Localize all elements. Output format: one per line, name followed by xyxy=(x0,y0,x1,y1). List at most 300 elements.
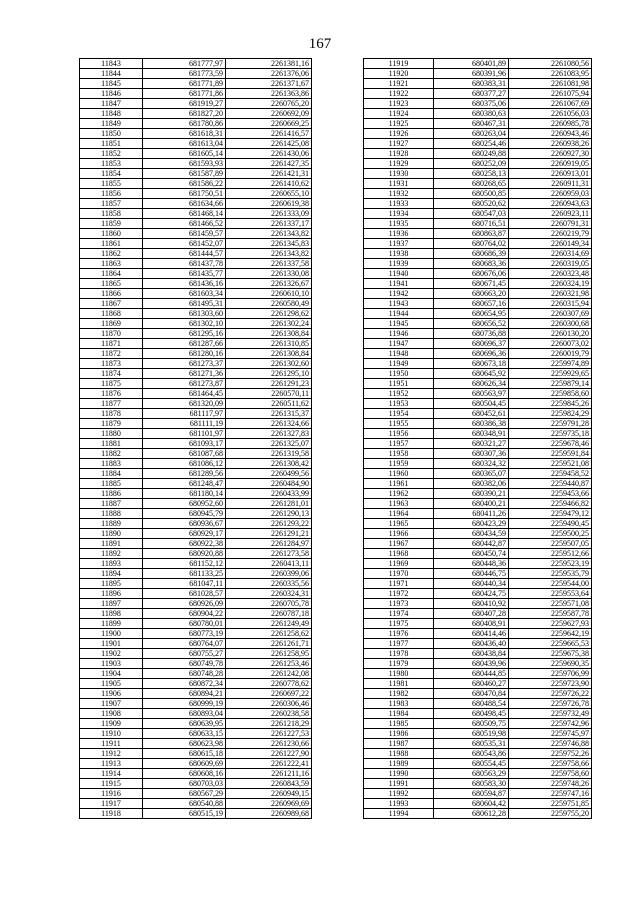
point-number-cell: 11990 xyxy=(364,769,434,779)
table-row xyxy=(364,639,592,649)
table-row xyxy=(80,699,312,709)
table-row xyxy=(364,779,592,789)
table-row xyxy=(364,599,592,609)
table-row xyxy=(80,69,312,79)
point-number-cell: 11939 xyxy=(364,259,434,269)
table-row xyxy=(364,239,592,249)
y-coordinate-cell: 2259742,96 xyxy=(509,719,592,729)
y-coordinate-cell: 2261308,84 xyxy=(226,349,312,359)
x-coordinate-cell: 681273,37 xyxy=(143,359,226,369)
y-coordinate-cell: 2261227,53 xyxy=(226,729,312,739)
table-row xyxy=(364,519,592,529)
x-coordinate-cell: 680904,22 xyxy=(143,609,226,619)
y-coordinate-cell: 2259748,26 xyxy=(509,779,592,789)
x-coordinate-cell: 680608,16 xyxy=(143,769,226,779)
y-coordinate-cell: 2260927,30 xyxy=(509,149,592,159)
coordinates-table-left-body xyxy=(80,59,312,819)
table-row xyxy=(364,719,592,729)
point-number-cell: 11863 xyxy=(80,259,143,269)
table-row xyxy=(80,259,312,269)
table-row xyxy=(80,489,312,499)
point-number-cell: 11915 xyxy=(80,779,143,789)
table-row xyxy=(364,459,592,469)
table-row xyxy=(364,169,592,179)
table-row xyxy=(80,519,312,529)
y-coordinate-cell: 2259591,84 xyxy=(509,449,592,459)
table-row xyxy=(364,569,592,579)
x-coordinate-cell: 680470,84 xyxy=(434,689,509,699)
x-coordinate-cell: 681459,57 xyxy=(143,229,226,239)
y-coordinate-cell: 2259751,85 xyxy=(509,799,592,809)
y-coordinate-cell: 2261261,71 xyxy=(226,639,312,649)
y-coordinate-cell: 2261371,67 xyxy=(226,79,312,89)
y-coordinate-cell: 2261302,24 xyxy=(226,319,312,329)
point-number-cell: 11987 xyxy=(364,739,434,749)
table-row xyxy=(364,149,592,159)
table-row xyxy=(364,629,592,639)
x-coordinate-cell: 680268,65 xyxy=(434,179,509,189)
y-coordinate-cell: 2261302,60 xyxy=(226,359,312,369)
table-row xyxy=(80,599,312,609)
table-row xyxy=(80,779,312,789)
point-number-cell: 11957 xyxy=(364,439,434,449)
x-coordinate-cell: 680615,18 xyxy=(143,749,226,759)
table-row xyxy=(364,559,592,569)
point-number-cell: 11901 xyxy=(80,639,143,649)
table-row xyxy=(80,219,312,229)
point-number-cell: 11966 xyxy=(364,529,434,539)
y-coordinate-cell: 2259747,16 xyxy=(509,789,592,799)
y-coordinate-cell: 2260324,31 xyxy=(226,589,312,599)
point-number-cell: 11988 xyxy=(364,749,434,759)
x-coordinate-cell: 680365,07 xyxy=(434,469,509,479)
x-coordinate-cell: 681093,17 xyxy=(143,439,226,449)
point-number-cell: 11965 xyxy=(364,519,434,529)
x-coordinate-cell: 681771,89 xyxy=(143,79,226,89)
point-number-cell: 11896 xyxy=(80,589,143,599)
x-coordinate-cell: 680400,21 xyxy=(434,499,509,509)
table-row xyxy=(364,579,592,589)
point-number-cell: 11879 xyxy=(80,419,143,429)
x-coordinate-cell: 681111,19 xyxy=(143,419,226,429)
point-number-cell: 11894 xyxy=(80,569,143,579)
y-coordinate-cell: 2260413,11 xyxy=(226,559,312,569)
table-row xyxy=(364,79,592,89)
y-coordinate-cell: 2261319,58 xyxy=(226,449,312,459)
x-coordinate-cell: 680945,79 xyxy=(143,509,226,519)
y-coordinate-cell: 2259678,46 xyxy=(509,439,592,449)
y-coordinate-cell: 2260791,31 xyxy=(509,219,592,229)
y-coordinate-cell: 2259706,99 xyxy=(509,669,592,679)
x-coordinate-cell: 681436,16 xyxy=(143,279,226,289)
y-coordinate-cell: 2259974,89 xyxy=(509,359,592,369)
x-coordinate-cell: 681320,09 xyxy=(143,399,226,409)
y-coordinate-cell: 2261325,07 xyxy=(226,439,312,449)
point-number-cell: 11899 xyxy=(80,619,143,629)
y-coordinate-cell: 2260619,38 xyxy=(226,199,312,209)
x-coordinate-cell: 680498,45 xyxy=(434,709,509,719)
point-number-cell: 11920 xyxy=(364,69,434,79)
y-coordinate-cell: 2260989,68 xyxy=(226,809,312,819)
table-row xyxy=(80,759,312,769)
y-coordinate-cell: 2259735,18 xyxy=(509,429,592,439)
table-row xyxy=(364,369,592,379)
point-number-cell: 11938 xyxy=(364,249,434,259)
y-coordinate-cell: 2260969,69 xyxy=(226,799,312,809)
y-coordinate-cell: 2259726,78 xyxy=(509,699,592,709)
point-number-cell: 11878 xyxy=(80,409,143,419)
y-coordinate-cell: 2259535,79 xyxy=(509,569,592,579)
y-coordinate-cell: 2261337,17 xyxy=(226,219,312,229)
point-number-cell: 11937 xyxy=(364,239,434,249)
x-coordinate-cell: 680383,31 xyxy=(434,79,509,89)
x-coordinate-cell: 680436,40 xyxy=(434,639,509,649)
x-coordinate-cell: 680612,28 xyxy=(434,809,509,819)
table-row xyxy=(364,289,592,299)
point-number-cell: 11953 xyxy=(364,399,434,409)
table-row xyxy=(80,239,312,249)
y-coordinate-cell: 2261425,08 xyxy=(226,139,312,149)
y-coordinate-cell: 2260073,02 xyxy=(509,339,592,349)
x-coordinate-cell: 680780,01 xyxy=(143,619,226,629)
point-number-cell: 11892 xyxy=(80,549,143,559)
y-coordinate-cell: 2260130,20 xyxy=(509,329,592,339)
y-coordinate-cell: 2259858,60 xyxy=(509,389,592,399)
y-coordinate-cell: 2261253,46 xyxy=(226,659,312,669)
x-coordinate-cell: 680926,09 xyxy=(143,599,226,609)
table-row xyxy=(364,379,592,389)
x-coordinate-cell: 681587,89 xyxy=(143,169,226,179)
x-coordinate-cell: 680554,45 xyxy=(434,759,509,769)
table-row xyxy=(80,729,312,739)
y-coordinate-cell: 2261421,31 xyxy=(226,169,312,179)
y-coordinate-cell: 2259490,45 xyxy=(509,519,592,529)
y-coordinate-cell: 2260238,58 xyxy=(226,709,312,719)
x-coordinate-cell: 681273,87 xyxy=(143,379,226,389)
x-coordinate-cell: 680401,89 xyxy=(434,59,509,69)
y-coordinate-cell: 2259690,35 xyxy=(509,659,592,669)
y-coordinate-cell: 2261273,58 xyxy=(226,549,312,559)
point-number-cell: 11866 xyxy=(80,289,143,299)
table-row xyxy=(80,719,312,729)
table-row xyxy=(364,809,592,819)
x-coordinate-cell: 680604,42 xyxy=(434,799,509,809)
table-row xyxy=(80,399,312,409)
y-coordinate-cell: 2261227,90 xyxy=(226,749,312,759)
y-coordinate-cell: 2261295,10 xyxy=(226,369,312,379)
table-row xyxy=(80,319,312,329)
point-number-cell: 11967 xyxy=(364,539,434,549)
table-row xyxy=(364,179,592,189)
point-number-cell: 11969 xyxy=(364,559,434,569)
table-row xyxy=(80,809,312,819)
table-row xyxy=(364,409,592,419)
point-number-cell: 11859 xyxy=(80,219,143,229)
y-coordinate-cell: 2260499,56 xyxy=(226,469,312,479)
table-row xyxy=(364,159,592,169)
point-number-cell: 11961 xyxy=(364,479,434,489)
x-coordinate-cell: 680520,62 xyxy=(434,199,509,209)
point-number-cell: 11926 xyxy=(364,129,434,139)
x-coordinate-cell: 681280,16 xyxy=(143,349,226,359)
y-coordinate-cell: 2261075,94 xyxy=(509,89,592,99)
x-coordinate-cell: 680863,87 xyxy=(434,229,509,239)
x-coordinate-cell: 681295,16 xyxy=(143,329,226,339)
x-coordinate-cell: 680540,88 xyxy=(143,799,226,809)
x-coordinate-cell: 681133,25 xyxy=(143,569,226,579)
y-coordinate-cell: 2261324,66 xyxy=(226,419,312,429)
x-coordinate-cell: 681466,52 xyxy=(143,219,226,229)
point-number-cell: 11935 xyxy=(364,219,434,229)
y-coordinate-cell: 2260843,59 xyxy=(226,779,312,789)
point-number-cell: 11881 xyxy=(80,439,143,449)
table-row xyxy=(80,119,312,129)
y-coordinate-cell: 2259726,22 xyxy=(509,689,592,699)
y-coordinate-cell: 2260913,01 xyxy=(509,169,592,179)
x-coordinate-cell: 680609,69 xyxy=(143,759,226,769)
table-row xyxy=(364,139,592,149)
y-coordinate-cell: 2259544,00 xyxy=(509,579,592,589)
table-row xyxy=(364,699,592,709)
point-number-cell: 11854 xyxy=(80,169,143,179)
table-row xyxy=(80,789,312,799)
x-coordinate-cell: 680563,29 xyxy=(434,769,509,779)
table-row xyxy=(80,769,312,779)
table-row xyxy=(80,199,312,209)
point-number-cell: 11984 xyxy=(364,709,434,719)
point-number-cell: 11893 xyxy=(80,559,143,569)
point-number-cell: 11867 xyxy=(80,299,143,309)
y-coordinate-cell: 2259758,60 xyxy=(509,769,592,779)
table-row xyxy=(364,789,592,799)
table-row xyxy=(80,269,312,279)
point-number-cell: 11992 xyxy=(364,789,434,799)
table-row xyxy=(80,409,312,419)
point-number-cell: 11910 xyxy=(80,729,143,739)
point-number-cell: 11907 xyxy=(80,699,143,709)
y-coordinate-cell: 2260484,90 xyxy=(226,479,312,489)
table-row xyxy=(364,229,592,239)
x-coordinate-cell: 681919,27 xyxy=(143,99,226,109)
point-number-cell: 11943 xyxy=(364,299,434,309)
table-row xyxy=(364,109,592,119)
point-number-cell: 11913 xyxy=(80,759,143,769)
point-number-cell: 11888 xyxy=(80,509,143,519)
table-row xyxy=(364,769,592,779)
table-row xyxy=(80,139,312,149)
table-row xyxy=(364,439,592,449)
y-coordinate-cell: 2260923,11 xyxy=(509,209,592,219)
x-coordinate-cell: 681444,57 xyxy=(143,249,226,259)
y-coordinate-cell: 2259453,66 xyxy=(509,489,592,499)
y-coordinate-cell: 2261298,62 xyxy=(226,309,312,319)
point-number-cell: 11918 xyxy=(80,809,143,819)
point-number-cell: 11904 xyxy=(80,669,143,679)
point-number-cell: 11856 xyxy=(80,189,143,199)
y-coordinate-cell: 2261211,16 xyxy=(226,769,312,779)
point-number-cell: 11983 xyxy=(364,699,434,709)
point-number-cell: 11978 xyxy=(364,649,434,659)
point-number-cell: 11963 xyxy=(364,499,434,509)
y-coordinate-cell: 2261308,42 xyxy=(226,459,312,469)
x-coordinate-cell: 680411,26 xyxy=(434,509,509,519)
x-coordinate-cell: 681464,45 xyxy=(143,389,226,399)
table-row xyxy=(80,569,312,579)
x-coordinate-cell: 680407,28 xyxy=(434,609,509,619)
y-coordinate-cell: 2260919,05 xyxy=(509,159,592,169)
x-coordinate-cell: 680633,15 xyxy=(143,729,226,739)
point-number-cell: 11843 xyxy=(80,59,143,69)
point-number-cell: 11989 xyxy=(364,759,434,769)
y-coordinate-cell: 2260985,78 xyxy=(509,119,592,129)
y-coordinate-cell: 2261410,62 xyxy=(226,179,312,189)
y-coordinate-cell: 2260324,19 xyxy=(509,279,592,289)
x-coordinate-cell: 680442,87 xyxy=(434,539,509,549)
table-row xyxy=(80,469,312,479)
x-coordinate-cell: 680410,92 xyxy=(434,599,509,609)
y-coordinate-cell: 2259479,12 xyxy=(509,509,592,519)
point-number-cell: 11912 xyxy=(80,749,143,759)
point-number-cell: 11891 xyxy=(80,539,143,549)
point-number-cell: 11900 xyxy=(80,629,143,639)
table-row xyxy=(80,249,312,259)
y-coordinate-cell: 2261081,98 xyxy=(509,79,592,89)
table-row xyxy=(80,99,312,109)
y-coordinate-cell: 2259745,97 xyxy=(509,729,592,739)
x-coordinate-cell: 680736,88 xyxy=(434,329,509,339)
table-row xyxy=(364,449,592,459)
table-row xyxy=(80,639,312,649)
point-number-cell: 11890 xyxy=(80,529,143,539)
point-number-cell: 11976 xyxy=(364,629,434,639)
x-coordinate-cell: 680676,06 xyxy=(434,269,509,279)
x-coordinate-cell: 681827,20 xyxy=(143,109,226,119)
table-row xyxy=(80,309,312,319)
y-coordinate-cell: 2260399,06 xyxy=(226,569,312,579)
x-coordinate-cell: 680748,28 xyxy=(143,669,226,679)
y-coordinate-cell: 2261291,21 xyxy=(226,529,312,539)
table-row xyxy=(364,99,592,109)
point-number-cell: 11934 xyxy=(364,209,434,219)
point-number-cell: 11851 xyxy=(80,139,143,149)
table-row xyxy=(364,279,592,289)
y-coordinate-cell: 2261281,01 xyxy=(226,499,312,509)
y-coordinate-cell: 2260949,15 xyxy=(226,789,312,799)
x-coordinate-cell: 680377,27 xyxy=(434,89,509,99)
point-number-cell: 11955 xyxy=(364,419,434,429)
point-number-cell: 11947 xyxy=(364,339,434,349)
x-coordinate-cell: 680254,46 xyxy=(434,139,509,149)
point-number-cell: 11847 xyxy=(80,99,143,109)
point-number-cell: 11981 xyxy=(364,679,434,689)
point-number-cell: 11949 xyxy=(364,359,434,369)
y-coordinate-cell: 2260765,20 xyxy=(226,99,312,109)
point-number-cell: 11960 xyxy=(364,469,434,479)
y-coordinate-cell: 2259752,26 xyxy=(509,749,592,759)
x-coordinate-cell: 681086,12 xyxy=(143,459,226,469)
x-coordinate-cell: 681028,57 xyxy=(143,589,226,599)
x-coordinate-cell: 680390,21 xyxy=(434,489,509,499)
y-coordinate-cell: 2260692,09 xyxy=(226,109,312,119)
y-coordinate-cell: 2259879,14 xyxy=(509,379,592,389)
x-coordinate-cell: 680764,07 xyxy=(143,639,226,649)
y-coordinate-cell: 2259587,78 xyxy=(509,609,592,619)
table-row xyxy=(80,289,312,299)
table-row xyxy=(80,459,312,469)
x-coordinate-cell: 681495,31 xyxy=(143,299,226,309)
x-coordinate-cell: 680696,37 xyxy=(434,339,509,349)
table-row xyxy=(80,549,312,559)
point-number-cell: 11861 xyxy=(80,239,143,249)
x-coordinate-cell: 680999,19 xyxy=(143,699,226,709)
point-number-cell: 11852 xyxy=(80,149,143,159)
table-row xyxy=(364,749,592,759)
y-coordinate-cell: 2260321,98 xyxy=(509,289,592,299)
y-coordinate-cell: 2261416,57 xyxy=(226,129,312,139)
x-coordinate-cell: 680657,16 xyxy=(434,299,509,309)
y-coordinate-cell: 2260149,34 xyxy=(509,239,592,249)
x-coordinate-cell: 680594,87 xyxy=(434,789,509,799)
point-number-cell: 11944 xyxy=(364,309,434,319)
x-coordinate-cell: 680922,38 xyxy=(143,539,226,549)
point-number-cell: 11972 xyxy=(364,589,434,599)
table-row xyxy=(364,59,592,69)
point-number-cell: 11993 xyxy=(364,799,434,809)
table-row xyxy=(80,149,312,159)
x-coordinate-cell: 681302,10 xyxy=(143,319,226,329)
point-number-cell: 11855 xyxy=(80,179,143,189)
y-coordinate-cell: 2261230,66 xyxy=(226,739,312,749)
table-row xyxy=(364,589,592,599)
point-number-cell: 11876 xyxy=(80,389,143,399)
point-number-cell: 11850 xyxy=(80,129,143,139)
x-coordinate-cell: 680893,04 xyxy=(143,709,226,719)
x-coordinate-cell: 680423,29 xyxy=(434,519,509,529)
x-coordinate-cell: 680623,98 xyxy=(143,739,226,749)
table-row xyxy=(364,389,592,399)
x-coordinate-cell: 680444,85 xyxy=(434,669,509,679)
table-row xyxy=(80,649,312,659)
table-row xyxy=(364,399,592,409)
table-row xyxy=(80,299,312,309)
x-coordinate-cell: 680467,31 xyxy=(434,119,509,129)
table-row xyxy=(80,629,312,639)
point-number-cell: 11853 xyxy=(80,159,143,169)
y-coordinate-cell: 2259466,82 xyxy=(509,499,592,509)
x-coordinate-cell: 680391,96 xyxy=(434,69,509,79)
y-coordinate-cell: 2259755,20 xyxy=(509,809,592,819)
y-coordinate-cell: 2259553,64 xyxy=(509,589,592,599)
y-coordinate-cell: 2261315,37 xyxy=(226,409,312,419)
point-number-cell: 11873 xyxy=(80,359,143,369)
x-coordinate-cell: 680936,67 xyxy=(143,519,226,529)
point-number-cell: 11936 xyxy=(364,229,434,239)
y-coordinate-cell: 2261343,82 xyxy=(226,229,312,239)
y-coordinate-cell: 2260300,68 xyxy=(509,319,592,329)
point-number-cell: 11846 xyxy=(80,89,143,99)
table-row xyxy=(364,609,592,619)
table-row xyxy=(80,449,312,459)
x-coordinate-cell: 681287,66 xyxy=(143,339,226,349)
y-coordinate-cell: 2260655,10 xyxy=(226,189,312,199)
point-number-cell: 11919 xyxy=(364,59,434,69)
x-coordinate-cell: 680414,46 xyxy=(434,629,509,639)
table-row xyxy=(80,429,312,439)
x-coordinate-cell: 681613,04 xyxy=(143,139,226,149)
y-coordinate-cell: 2259627,93 xyxy=(509,619,592,629)
table-row xyxy=(80,369,312,379)
table-row xyxy=(80,179,312,189)
